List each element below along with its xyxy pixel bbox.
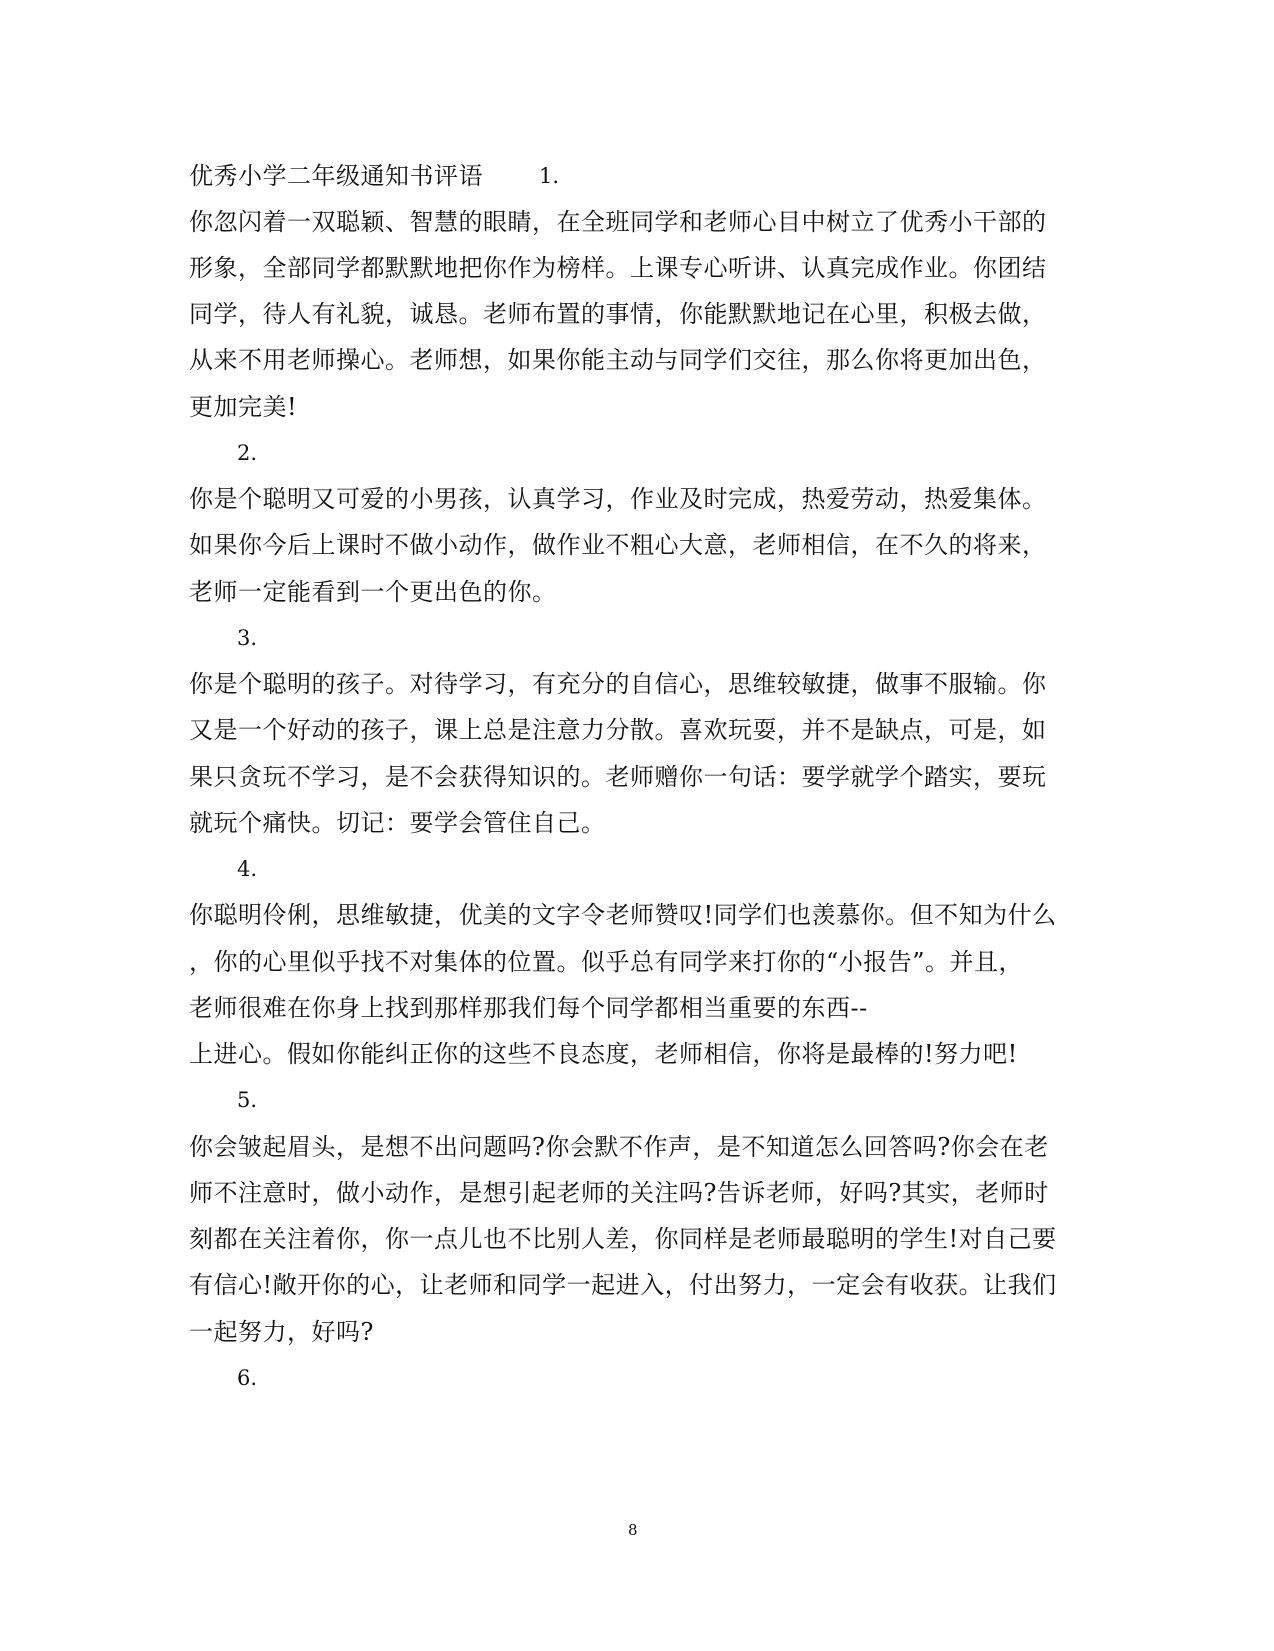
page-number: 8 <box>628 1521 638 1539</box>
paragraph-1-line-4: 从来不用老师操心。老师想，如果你能主动与同学们交往，那么你将更加出色， <box>189 346 1047 374</box>
paragraph-1-line-2: 形象，全部同学都默默地把你作为榜样。上课专心听讲、认真完成作业。你团结 <box>189 254 1047 282</box>
item-number-5: 5. <box>237 1088 258 1112</box>
paragraph-5-line-3: 刻都在关注着你，你一点儿也不比别人差，你同样是老师最聪明的学生!对自己要 <box>189 1225 1057 1253</box>
paragraph-2-line-2: 如果你今后上课时不做小动作，做作业不粗心大意，老师相信，在不久的将来， <box>189 531 1047 559</box>
document-title: 优秀小学二年级通知书评语 <box>189 162 483 190</box>
item-number-3: 3. <box>237 626 258 650</box>
paragraph-5-line-5: 一起努力，好吗? <box>189 1318 374 1346</box>
paragraph-3-line-2: 又是一个好动的孩子，课上总是注意力分散。喜欢玩耍，并不是缺点，可是，如 <box>189 716 1047 744</box>
paragraph-3-line-4: 就玩个痛快。切记：要学会管住自己。 <box>189 809 606 837</box>
item-number-6: 6. <box>237 1366 258 1390</box>
paragraph-2-line-3: 老师一定能看到一个更出色的你。 <box>189 578 557 606</box>
paragraph-1-line-3: 同学，待人有礼貌，诚恳。老师布置的事情，你能默默地记在心里，积极去做， <box>189 300 1047 328</box>
paragraph-4-line-1: 你聪明伶俐，思维敏捷，优美的文字令老师赞叹!同学们也羡慕你。但不知为什么 <box>189 901 1057 929</box>
paragraph-5-line-4: 有信心!敞开你的心，让老师和同学一起进入，付出努力，一定会有收获。让我们 <box>189 1271 1057 1299</box>
paragraph-3-line-3: 果只贪玩不学习，是不会获得知识的。老师赠你一句话：要学就学个踏实，要玩 <box>189 763 1047 791</box>
item-number-1: 1. <box>539 164 560 188</box>
paragraph-5-line-2: 师不注意时，做小动作，是想引起老师的关注吗?告诉老师，好吗?其实，老师时 <box>189 1179 1049 1207</box>
paragraph-4-line-3: 老师很难在你身上找到那样那我们每个同学都相当重要的东西-- <box>189 994 868 1022</box>
paragraph-1-line-5: 更加完美! <box>189 393 298 421</box>
paragraph-1-line-1: 你忽闪着一双聪颖、智慧的眼睛，在全班同学和老师心目中树立了优秀小干部的 <box>189 208 1047 236</box>
item-number-2: 2. <box>237 441 258 465</box>
paragraph-5-line-1: 你会皱起眉头，是想不出问题吗?你会默不作声，是不知道怎么回答吗?你会在老 <box>189 1133 1049 1161</box>
paragraph-4-line-2: ，你的心里似乎找不对集体的位置。似乎总有同学来打你的“小报告”。并且， <box>189 948 1024 976</box>
paragraph-3-line-1: 你是个聪明的孩子。对待学习，有充分的自信心，思维较敏捷，做事不服输。你 <box>189 670 1047 698</box>
paragraph-4-line-4: 上进心。假如你能纠正你的这些不良态度，老师相信，你将是最棒的!努力吧! <box>189 1040 1018 1068</box>
paragraph-2-line-1: 你是个聪明又可爱的小男孩，认真学习，作业及时完成，热爱劳动，热爱集体。 <box>189 485 1047 513</box>
item-number-4: 4. <box>237 857 258 881</box>
